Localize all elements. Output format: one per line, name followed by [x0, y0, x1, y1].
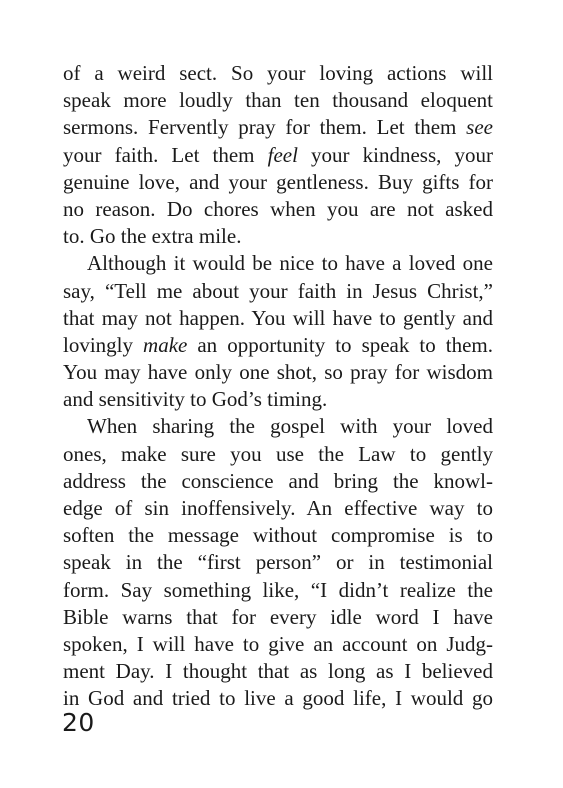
text-run: your faith. Let them: [63, 142, 268, 167]
text-run: in God and tried to live a good life, I would go: [63, 686, 493, 711]
text-run: soften the message without compromise is to: [63, 523, 493, 548]
text-run: and sensitivity to God’s timing.: [63, 387, 328, 412]
text-line: [63, 604, 493, 631]
text-line: [63, 223, 493, 250]
text-run: no reason. Do chores when you are not asked: [63, 196, 493, 221]
text-line: [63, 305, 493, 332]
text-run: lovingly: [63, 332, 144, 357]
text-line: [63, 631, 493, 658]
text-run: speak in the “first person” or in testimonial: [63, 550, 493, 575]
text-run: Although it would be nice to have a loved one: [87, 251, 493, 276]
text-line: [63, 658, 493, 685]
text-run: to. Go the extra mile.: [63, 224, 242, 249]
text-run: sermons. Fervently pray for them. Let them: [63, 115, 467, 140]
text-line: [63, 359, 493, 386]
text-line: [63, 468, 493, 495]
text-line: [63, 413, 493, 440]
text-run: spoken, I will have to give an account on Judg-: [63, 631, 493, 656]
paragraph: [63, 413, 493, 712]
text-line: [63, 196, 493, 223]
text-run: address the conscience and bring the knowl-: [63, 468, 493, 493]
text-run: an opportunity to speak to them.: [187, 332, 493, 357]
text-run: of a weird sect. So your loving actions will: [63, 61, 493, 85]
paragraph: [63, 60, 493, 250]
italic-emphasis: feel: [267, 142, 298, 167]
text-line: [63, 386, 493, 413]
text-line: [63, 685, 493, 712]
text-run: that may not happen. You will have to gently and: [63, 305, 493, 330]
text-run: your kindness, your: [297, 142, 493, 167]
text-line: [63, 169, 493, 196]
text-run: edge of sin inoffensively. An effective way to: [63, 496, 493, 520]
text-line: [63, 441, 493, 468]
text-run: ment Day. I thought that as long as I believed: [63, 659, 493, 684]
page-number: 20: [62, 708, 95, 737]
text-run: Bible warns that for every idle word I have: [63, 604, 493, 629]
text-line: [63, 278, 493, 305]
italic-emphasis: make: [143, 332, 188, 357]
text-run: say, “Tell me about your faith in Jesus Christ,”: [63, 278, 493, 303]
text-line: [63, 114, 493, 141]
body-text: [63, 60, 493, 713]
text-line: [63, 577, 493, 604]
text-line: [63, 60, 493, 87]
text-run: form. Say something like, “I didn’t realize the: [63, 577, 493, 602]
text-line: [63, 250, 493, 277]
text-run: When sharing the gospel with your loved: [87, 414, 493, 439]
text-line: [63, 332, 493, 359]
text-run: ones, make sure you use the Law to gently: [63, 441, 493, 466]
text-run: You may have only one shot, so pray for wisdom: [63, 360, 493, 385]
text-run: genuine love, and your gentleness. Buy gifts for: [63, 169, 493, 194]
italic-emphasis: see: [466, 115, 493, 140]
text-line: [63, 522, 493, 549]
text-line: [63, 549, 493, 576]
paragraph: [63, 250, 493, 413]
text-run: speak more loudly than ten thousand eloquent: [63, 88, 493, 113]
text-line: [63, 87, 493, 114]
text-line: [63, 142, 493, 169]
text-line: [63, 495, 493, 522]
